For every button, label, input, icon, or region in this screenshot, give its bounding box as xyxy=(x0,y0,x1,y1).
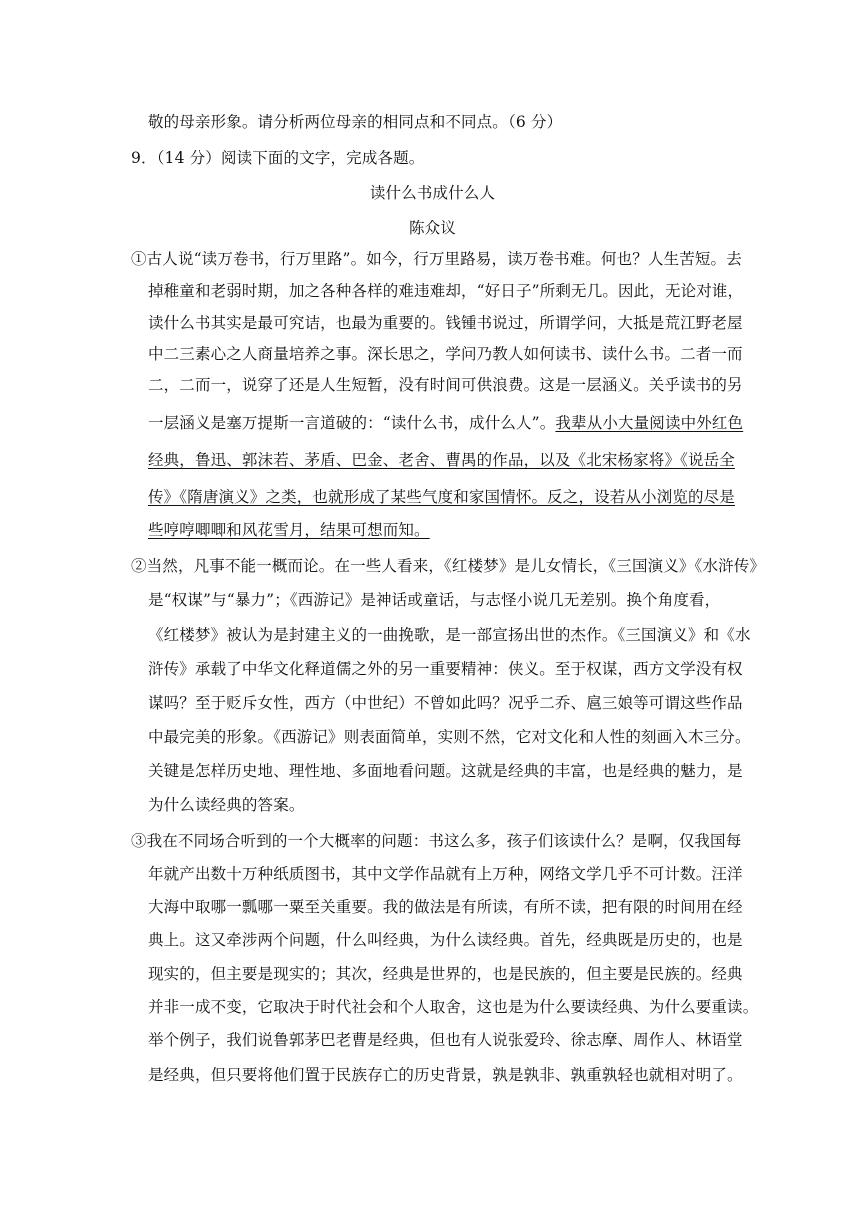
paragraph-2-line-4: 浒传》承载了中华文化释道儒之外的另一重要精神：侠义。至于权谋，西方文学没有权 xyxy=(148,660,743,678)
paragraph-2-line-7: 关键是怎样历史地、理性地、多面地看问题。这就是经典的丰富，也是经典的魅力，是 xyxy=(148,762,743,780)
paragraph-1-line-3: 读什么书其实是最可究诘，也最为重要的。钱锺书说过，所谓学问，大抵是荒江野老屋 xyxy=(148,314,743,332)
paragraph-2-line-2: 是“权谋”与“暴力”；《西游记》是神话或童话，与志怪小说几无差别。换个角度看， xyxy=(148,591,721,609)
paragraph-1-underlined-line-7: 经典，鲁迅、郭沫若、茅盾、巴金、老舍、曹禺的作品，以及《北宋杨家将》《说岳全 xyxy=(148,451,735,469)
paragraph-1-line-6-plain: 一层涵义是塞万提斯一言道破的：“读什么书，成什么人”。 xyxy=(148,414,556,432)
paragraph-3-line-8: 是经典，但只要将他们置于民族存亡的历史背景，孰是孰非、孰重孰轻也就相对明了。 xyxy=(148,1066,743,1084)
paragraph-1-line-6-underlined: 我辈从小大量阅读中外红色 xyxy=(555,414,744,432)
paragraph-1-line-6 xyxy=(148,413,743,433)
previous-question-continuation: 敬的母亲形象。请分析两位母亲的相同点和不同点。（6 分） xyxy=(148,113,563,131)
paragraph-3-line-6: 并非一成不变，它取决于时代社会和个人取舍，这也是为什么要读经典、为什么要重读。 xyxy=(148,998,759,1016)
paragraph-2-line-3: 《红楼梦》被认为是封建主义的一曲挽歌，是一部宣扬出世的杰作。《三国演义》和《水 xyxy=(148,626,751,644)
paragraph-1-line-5: 二，二而一，说穿了还是人生短暂，没有时间可供浪费。这是一层涵义。关乎读书的另 xyxy=(148,376,743,394)
paragraph-3-line-4: 典上。这又牵涉两个问题，什么叫经典，为什么读经典。首先，经典既是历史的，也是 xyxy=(148,931,743,949)
paragraph-2-line-8: 为什么读经典的答案。 xyxy=(148,796,305,814)
paragraph-2-line-1: ②当然，凡事不能一概而论。在一些人看来，《红楼梦》是儿女情长，《三国演义》《水浒传》 xyxy=(131,557,766,575)
paragraph-2-line-6: 中最完美的形象。《西游记》则表面简单，实则不然，它对文化和人性的刻画入木三分。 xyxy=(148,728,751,746)
paragraph-1-line-1: ①古人说“读万卷书，行万里路”。如今，行万里路易，读万卷书难。何也？人生苦短。去 xyxy=(131,250,742,268)
paragraph-3-line-2: 年就产出数十万种纸质图书，其中文学作品就有上万种，网络文学几乎不可计数。汪洋 xyxy=(148,865,743,883)
paragraph-3-line-5: 现实的，但主要是现实的；其次，经典是世界的，也是民族的，但主要是民族的。经典 xyxy=(148,965,743,983)
paragraph-1-line-2: 掉稚童和老弱时期，加之各种各样的难违难却，“好日子”所剩无几。因此，无论对谁， xyxy=(148,282,744,300)
paragraph-3-line-1: ③我在不同场合听到的一个大概率的问题：书这么多，孩子们该读什么？是啊，仅我国每 xyxy=(131,832,742,850)
paragraph-2-line-5: 谋吗？至于贬斥女性，西方（中世纪）不曾如此吗？况乎二乔、扈三娘等可谓这些作品 xyxy=(148,694,743,712)
paragraph-1-underlined-line-8: 传》《隋唐演义》之类，也就形成了某些气度和家国情怀。反之，设若从小浏览的尽是 xyxy=(148,488,735,506)
paragraph-1-underlined-line-9: 些哼哼唧唧和风花雪月，结果可想而知。 xyxy=(148,521,430,539)
paragraph-3-line-7: 举个例子，我们说鲁郭茅巴老曹是经典，但也有人说张爱玲、徐志摩、周作人、林语堂 xyxy=(148,1031,743,1049)
paragraph-1-line-4: 中二三素心之人商量培养之事。深长思之，学问乃教人如何读书、读什么书。二者一而 xyxy=(148,345,743,363)
paragraph-3-line-3: 大海中取哪一瓢哪一粟至关重要。我的做法是有所读，有所不读，把有限的时间用在经 xyxy=(148,898,743,916)
question-9-header: 9．（14 分）阅读下面的文字，完成各题。 xyxy=(131,149,425,167)
article-author: 陈众议 xyxy=(409,219,456,237)
article-title: 读什么书成什么人 xyxy=(369,184,496,202)
